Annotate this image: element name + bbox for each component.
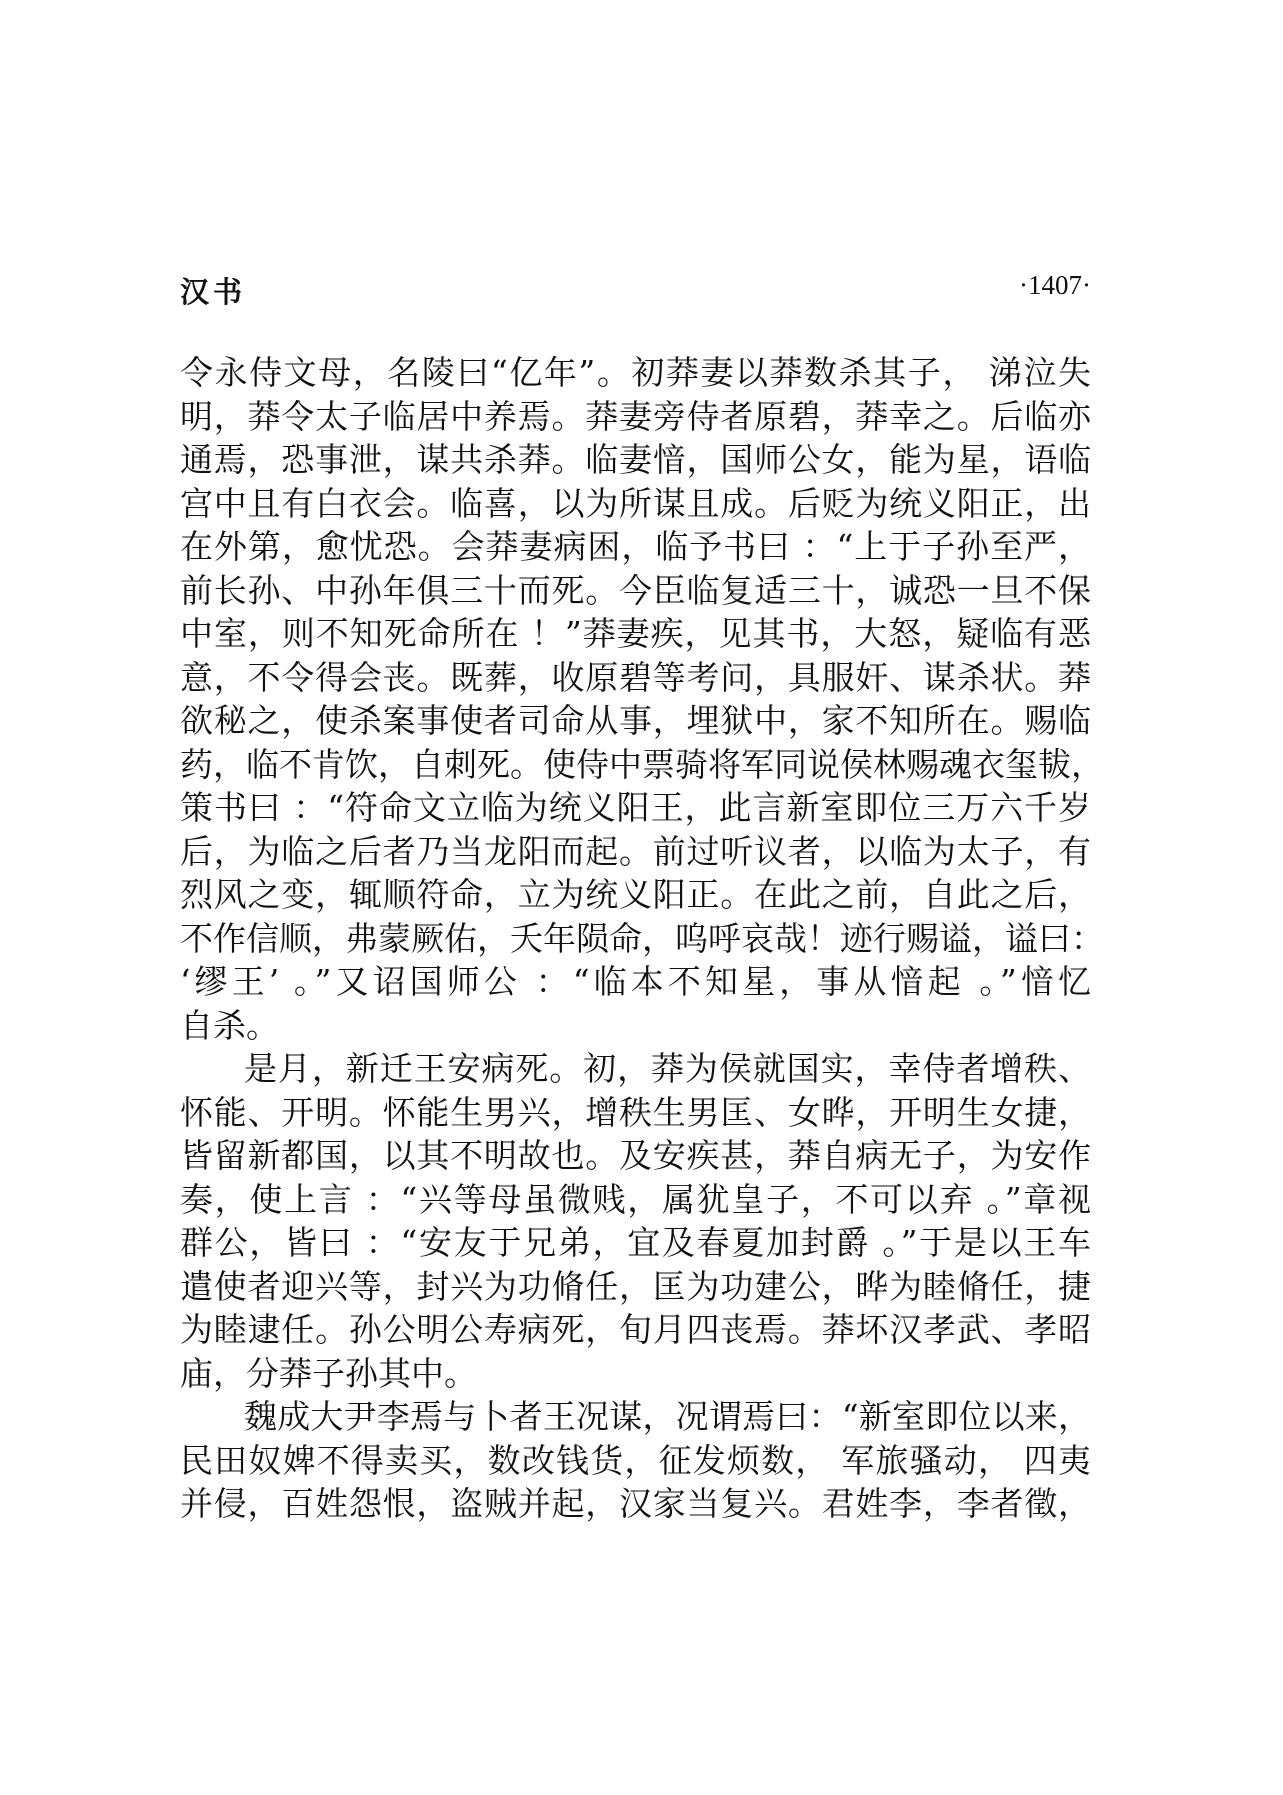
body-text [180, 351, 1104, 1526]
paragraph-start-line: 是月，新迁王安病死。初，莽为侯就国实，幸侍者增秩、 [244, 1049, 1091, 1088]
text-line: 中室，则不知死命所在 ！”莽妻疾，见其书，大怒，疑临有恶 [180, 614, 1091, 653]
text-line: 通焉，恐事泄，谋共杀莽。临妻愔，国师公女，能为星，语临 [180, 440, 1091, 479]
text-line: 不作信顺，弗蒙厥佑，夭年陨命，呜呼哀哉！迹行赐谥，谥曰： [180, 918, 1104, 958]
text-line: 群公，皆曰 ：“安友于兄弟，宜及春夏加封爵 。”于是以王车 [180, 1223, 1091, 1262]
text-line: 怀能、开明。怀能生男兴，增秩生男匡、女晔，开明生女捷， [180, 1092, 1091, 1132]
text-line: 后，为临之后者乃当龙阳而起。前过听议者，以临为太子，有 [180, 831, 1091, 871]
text-line: 奏，使上言 ：“兴等母虽微贱，属犹皇子，不可以弃 。”章视 [180, 1179, 1091, 1219]
paragraph-start-line: 魏成大尹李焉与卜者王况谋，况谓焉曰：“新室即位以来， [244, 1397, 1091, 1436]
text-line: 在外第，愈忧恐。会莽妻病困，临予书曰 ：“上于子孙至严， [180, 527, 1091, 566]
text-line: 药，临不肯饮，自刺死。使侍中票骑将军同说侯林赐魂衣玺韨， [180, 744, 1104, 784]
text-line: 令永侍文母，名陵曰“亿年”。初莽妻以莽数杀其子， 涕泣失 [180, 353, 1091, 392]
text-line: 策书曰 ：“符命文立临为统义阳王，此言新室即位三万六千岁 [180, 788, 1091, 827]
text-line: 遣使者迎兴等，封兴为功脩任，匡为功建公，晔为睦脩任，捷 [180, 1266, 1091, 1306]
text-line: 烈风之变，辄顺符命，立为统义阳正。在此之前，自此之后， [180, 875, 1091, 914]
text-line: 为睦逮任。孙公明公寿病死，旬月四丧焉。莽坏汉孝武、孝昭 [180, 1310, 1091, 1349]
text-line: 前长孙、中孙年俱三十而死。今臣临复适三十，诚恐一旦不保 [180, 570, 1091, 610]
text-line: 民田奴婢不得卖买，数改钱货，征发烦数， 军旅骚动， 四夷 [180, 1440, 1091, 1480]
text-line: ‘缪王’ 。”又诏国师公 ：“临本不知星，事从愔起 。”愔忆 [180, 962, 1091, 1001]
text-line: 庙，分莽子孙其中。 [180, 1353, 477, 1393]
text-line: 宫中且有白衣会。临喜，以为所谋且成。后贬为统义阳正，出 [180, 483, 1091, 523]
text-line: 意，不令得会丧。既葬，收原碧等考问，具服奸、谋杀状。莽 [180, 657, 1091, 697]
page-header [180, 270, 1091, 320]
text-line: 自杀。 [180, 1005, 279, 1045]
text-line: 并侵，百姓怨恨，盗贼并起，汉家当复兴。君姓李，李者徵， [180, 1484, 1091, 1523]
page-number: ·1407· [1019, 270, 1091, 300]
text-line: 明，莽令太子临居中养焉。莽妻旁侍者原碧，莽幸之。后临亦 [180, 396, 1091, 436]
text-line: 皆留新都国，以其不明故也。及安疾甚，莽自病无子，为安作 [180, 1136, 1091, 1175]
book-title: 汉书 [180, 275, 247, 309]
text-line: 欲秘之，使杀案事使者司命从事，埋狱中，家不知所在。赐临 [180, 701, 1091, 740]
